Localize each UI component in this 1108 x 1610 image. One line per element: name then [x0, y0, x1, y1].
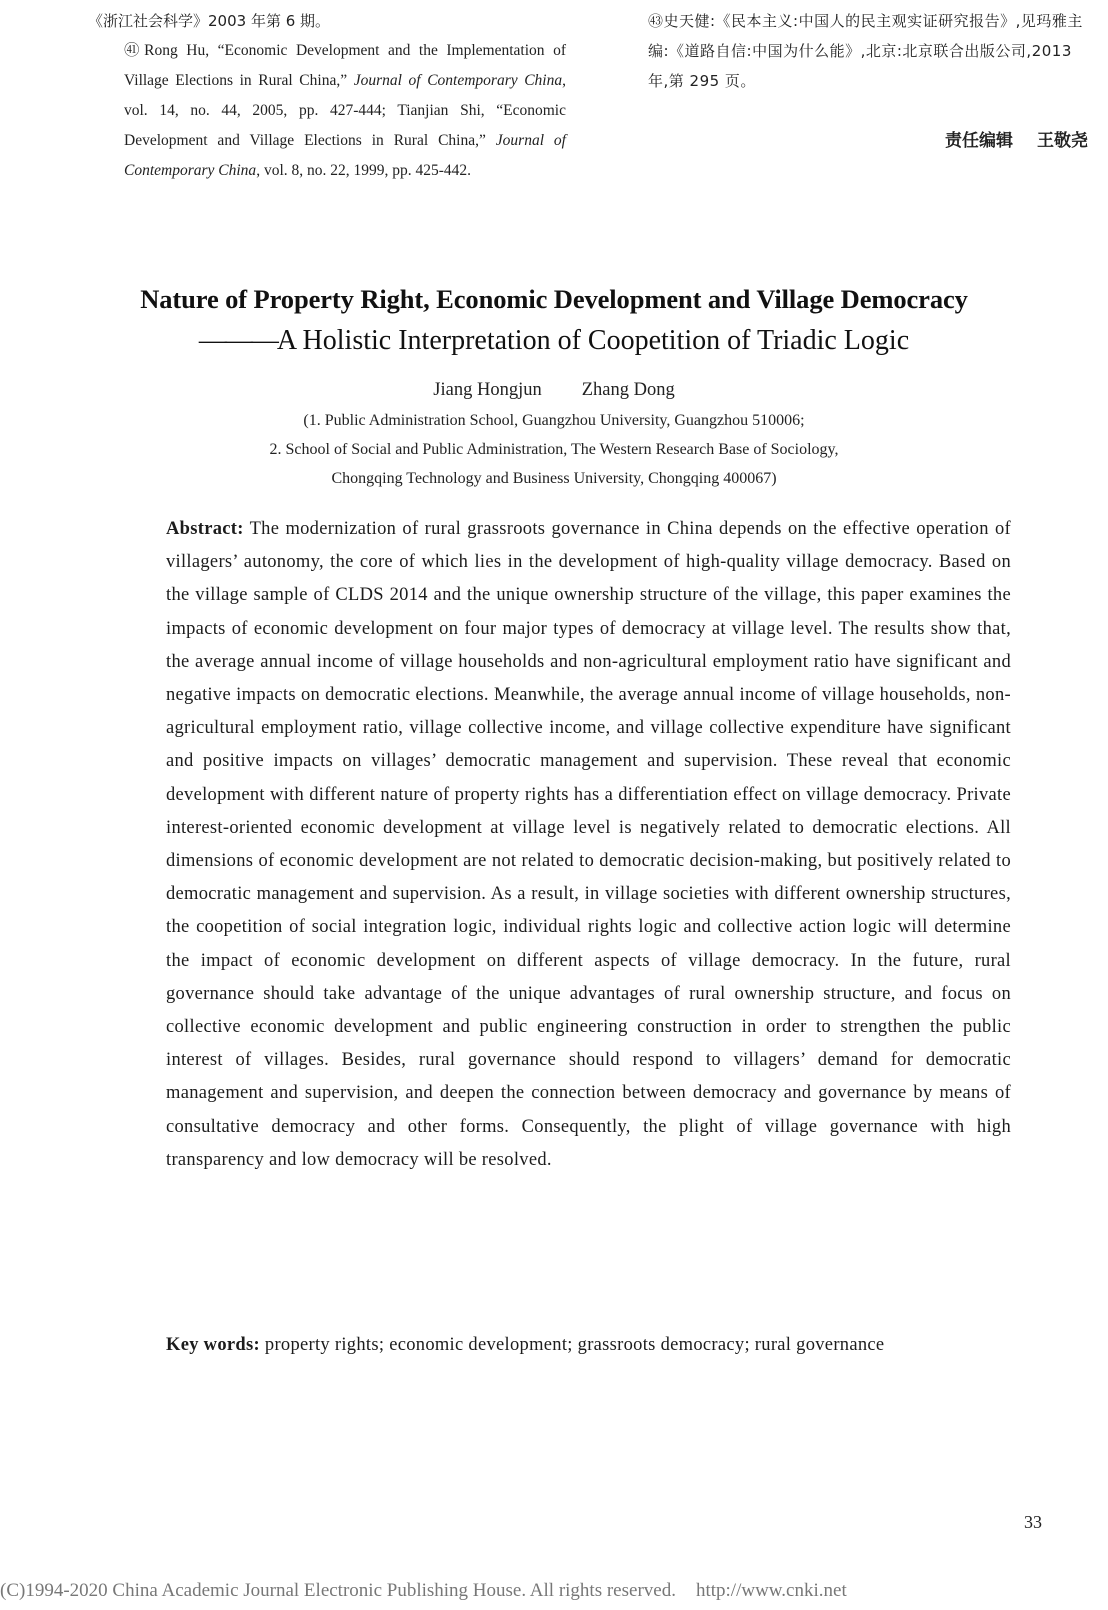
keywords-label: Key words: [166, 1335, 260, 1355]
abstract-label: Abstract: [166, 519, 244, 539]
affiliation-line-2: 2. School of Social and Public Administration, The Western Research Base of Sociology, [269, 441, 839, 458]
subtitle-text: A Holistic Interpretation of Coopetition of Triadic Logic [276, 325, 910, 356]
subtitle-dash: ——— [198, 325, 277, 356]
keywords-text: property rights; economic development; grassroots democracy; rural governance [264, 1335, 885, 1355]
author-1: Jiang Hongjun [433, 380, 542, 400]
authors [0, 380, 1108, 401]
responsible-editor [945, 126, 1088, 151]
affiliation-line-1: (1. Public Administration School, Guangzhou University, Guangzhou 510006; [303, 412, 805, 429]
affiliation-line-3: Chongqing Technology and Business University, Chongqing 400067) [331, 470, 777, 487]
footnote-41 [88, 36, 566, 186]
editor-name: 王敬尧 [1037, 131, 1088, 151]
page-number: 33 [1024, 1512, 1042, 1532]
footnote-43: ㊸史天健:《民本主义:中国人的民主观实证研究报告》,见玛雅主编:《道路自信:中国为什么能》,北京:北京联合出版公司,2013 年,第 295 页。 [648, 12, 1083, 90]
article-title: Nature of Property Right, Economic Development and Village Democracy [140, 284, 968, 314]
keywords [166, 1329, 1011, 1362]
article-subtitle [0, 325, 1108, 357]
abstract-text: The modernization of rural grassroots governance in China depends on the effective operation of villagers’ autonomy, the core of which lies in the development of high-quality village democracy. Based on the village sample of CLDS 2014 and the unique ownership structure of the village, this paper examines the impacts of economic development on four major types of democracy at village level. The results show that, the average annual income of village households and non-agricultural employment ratio have significant and negative impacts on democratic elections. Meanwhile, the average annual income of village households, non-agricultural employment ratio, village collective income, and village collective expenditure have significant and positive impacts on villages’ democratic management and supervision. These reveal that economic development with different nature of property rights has a differentiation effect on village democracy. Private interest-oriented economic development at village level is negatively related to democratic elections. All dimensions of economic development are not related to democratic decision-making, but positively related to democratic management and supervision. As a result, in village societies with different ownership structures, the coopetition of social integration logic, individual rights logic and collective action logic will determine the impact of economic development on different aspects of village democracy. In the future, rural governance should take advantage of the unique advantages of rural ownership structure, and focus on collective economic development and public engineering construction in order to strengthen the public interest of villages. Besides, rural governance should respond to villagers’ demand for democratic management and supervision, and deepen the connection between democracy and governance by means of consultative democracy and other forms. Consequently, the plight of village governance with high transparency and low democracy will be resolved. [166, 519, 1011, 1170]
copyright-footer [0, 1580, 1108, 1602]
footer-url[interactable]: http://www.cnki.net [695, 1580, 847, 1601]
footnotes-left [88, 6, 566, 186]
footnote-41b-journal: Journal of Contemporary China [124, 132, 566, 179]
footnote-41-journal: Journal of Contemporary China [353, 72, 563, 89]
copyright-text: (C)1994-2020 China Academic Journal Electronic Publishing House. All rights reserved. [0, 1580, 676, 1601]
footnote-41b-tail: , vol. 8, no. 22, 1999, pp. 425-442. [256, 162, 472, 179]
footnotes-right [612, 6, 1088, 96]
author-2: Zhang Dong [581, 380, 675, 400]
footnote-journal-line: 《浙江社会科学》2003 年第 6 期。 [88, 12, 331, 30]
footnote-41-lead: ㊶Rong Hu, “Economic Development and the Implementation of Village Elections in Rural China,” [124, 42, 566, 89]
abstract [166, 513, 1011, 1177]
editor-label: 责任编辑 [945, 131, 1013, 151]
footnote-41-tail: , vol. 14, no. 44, 2005, pp. 427-444; Tianjian Shi, “Economic Development and Village Elections in Rural China,” [124, 72, 566, 149]
